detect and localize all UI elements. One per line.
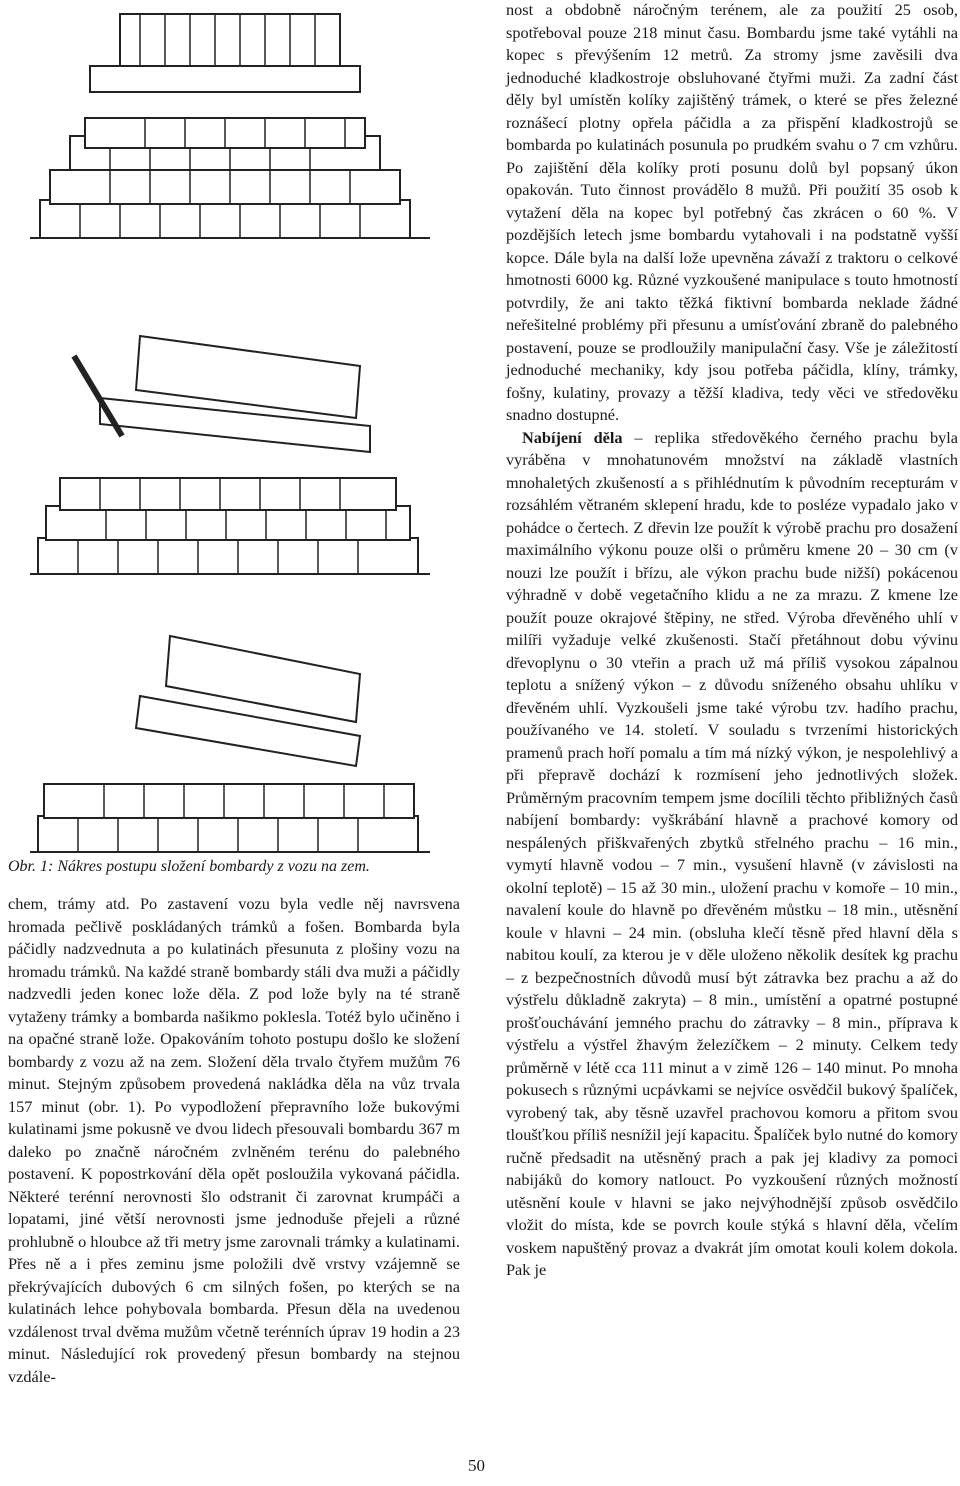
bombard-unloading-illustration xyxy=(30,6,450,856)
stage3-timbers-layer xyxy=(44,784,414,818)
page-number: 50 xyxy=(468,1456,485,1475)
stage2-timbers-layer xyxy=(46,506,410,540)
stage1-timbers-layer xyxy=(40,200,410,238)
stage1-carriage xyxy=(90,66,360,92)
section-heading-loading: Nabíjení děla xyxy=(522,427,623,447)
right-paragraph-1: nost a obdobně náročným terénem, ale za použití 25 osob, spotřeboval pouze 218 minut času. Bombardu jsme také vytáhli na kopec s převýšením 12 metrů. Za stromy jsme zavěsili dva jednoduché kladkostroje obsluhované čtyřmi muži. Za zadní část děly byl umístěn kolíky zajištěný trámek, o které se přes železné roznášecí plotny opřela páčidla a za přispění kladkostrojů se bombarda po kulatinách posunula po prudkém svahu o 7 cm vzhůru. Po zajištění děla kolíky proti posunu dolů byl popsaný úkon opakován. Tuto činnost provádělo 8 mužů. Při použití 35 osob k vytažení děla na kopec byl potřebný čas zkrácen o 60 %. V pozdějších letech jsme bombardu vytahovali i na podstatně vyšší kopce. Dále byla na další lože upevněna závaží z traktoru o celkové hmotnosti 6000 kg. Různé vyzkoušené manipulace s touto hmotností potvrdily, že ani takto těžká fiktivní bombarda neklade žádné neřešitelné problémy při přesunu a umísťování zbraně do palebného postavení, pouze se prodloužily manipulační časy. Vše je záležitostí jednoduché mechaniky, kdy jsou potřeba páčidla, klíny, trámky, fošny, kulatiny, provazy a těžší kladiva, tedy věci ve středověku snadno dostupné. xyxy=(506,0,958,424)
right-paragraph-2 xyxy=(506,427,958,1282)
right-column xyxy=(506,0,958,1282)
stage2-timbers-layer xyxy=(38,538,418,574)
stage1-timbers-layer xyxy=(50,170,400,204)
left-column xyxy=(8,893,460,1388)
stage3-timbers-layer xyxy=(38,816,418,852)
figure-caption: Obr. 1: Nákres postupu složení bombardy z vozu na zem. xyxy=(8,858,370,875)
section-body-loading: – replika středověkého černého prachu byla vyráběna v mnohatunovém množství na základě vlastních mnohaletých zkušeností a s přihlédnutím k původním recepturám v rozsáhlém větraném sklepení hradu, kde to posléze vypadalo jako v pohádce o čertech. Z dřevin lze použít k výrobě prachu pro dosažení maximálního výkonu pouze olši o průměru kmene 20 – 30 cm (v nouzi lze použít i břízu, ale výkon prachu bude nižší) pokácenou výhradně v době vegetačního klidu a ne za mrazu. Z kmene lze použít pouze okrajové štěpiny, ne střed. Výroba dřevěného uhlí v milíři vyžaduje velké zkušenosti. Stačí přetáhnout dobu vývinu dřevoplynu o 30 vteřin a prach už má příliš vysokou zápalnou teplotu a snížený výkon – z důvodu sníženého obsahu uhlíku v dřevěném uhlí. Vyzkoušeli jsme také výrobu tzv. hadího prachu, používaného ve 14. století. V souladu s tvrzeními historických pramenů prach hoří pomalu a tím má nízký výkon, je nespolehlivý a při přepravě dochází k rozmísení jeho jednotlivých složek. Průměrným pracovním tempem jsme docílili těchto přibližných časů nabíjení bombardy: vyškrábání hlavně a prachové komory od nespálených přiškvařených zbytků střelného prachu – 16 min., vymytí hlavně vodou – 7 min., vysušení hlavně (v závislosti na okolní teplotě) – 15 až 30 min., uložení prachu v komoře – 10 min., navalení koule do hlavně po dřevěném můstku – 18 min., utěsnění koule v hlavni – 24 min. (obsluha klečí těsně před hlavní děla s nabitou koulí, za kterou je v děle uloženo několik desítek kg prachu – z bezpečnostních důvodů musí být zátravka bez prachu a až do výstřelu důkladně zakryta) – 8 min., umístění a opatrné postupné prošťouchávání jemného prachu do zátravky – 8 min., příprava k výstřelu a výstřel žhavým železíčkem – 2 minuty. Celkem tedy průměrně v létě cca 111 minut a v zimě 126 – 140 minut. Po mnoha pokusech s různými ucpávkami se nejvíce osvědčil bukový špalíček, vyrobený tak, aby těsně uzavřel prachovou komoru a přitom svou tloušťkou příliš nesnížil její kapacitu. Špalíček bylo nutné do komory ručně předsadit na utěsněný prach a pak jej kladivy za pomoci nabijáků do komory natlouct. Po vyzkoušení různých možností utěsnění koule v hlavni se jako nejvýhodnější způsob osvědčilo vložit do místa, kde se povrch koule stýká s hlavní děla, včelím voskem napuštěný provaz a dvakrát jím omotat kouli kolem dokola. Pak je xyxy=(506,427,958,1279)
left-paragraph: chem, trámy atd. Po zastavení vozu byla vedle něj navrsvena hromada pečlivě poskládaných trámků a fošen. Bombarda byla páčidly nadzvednuta a po kulatinách přesunuta z plošiny vozu na hromadu trámků. Na každé straně bombardy stáli dva muži a páčidly nadzvedli jeden konec lože děla. Z pod lože byly na té straně vytaženy trámky a bombarda našikmo poklesla. Totéž bylo učiněno i na opačné straně lože. Opakováním tohoto postupu došlo ke složení bombardy z vozu až na zem. Složení děla trvalo čtyřem mužům 76 minut. Stejným způsobem provedená nakládka děla na vůz trvala 157 minut (obr. 1). Po vypodložení přepravního lože bukovými kulatinami jsme pokusně ve dvou lidech přesouvali bombardu 367 m daleko po značně náročném zvlněném terénu do palebného postavení. K popostrkování děla opět posloužila vykovaná páčidla. Některé terénní nerovnosti šlo odstranit či zarovnat krumpáči a lopatami, jiné větší nerovnosti jsme jednoduše přejeli a různé prohlubně o hloubce až tři metry jsme zarovnali trámky a kulatinami. Přes ně a i přes zeminu jsme položili dvě vrstvy vzájemně se překrývajících dubových 6 cm silných fošen, po kterých se na kulatinách lehce pohybovala bombarda. Přesun děla na uvedenou vzdálenost trval dvěma mužům včetně terénních úprav 19 hodin a 23 minut. Následující rok provedený přesun bombardy na stejnou vzdále- xyxy=(8,894,460,1386)
stage2-timbers-layer xyxy=(60,478,396,510)
stage1-bombard xyxy=(120,14,340,66)
figure-drawing xyxy=(30,6,450,856)
crowbar-icon xyxy=(74,356,122,436)
